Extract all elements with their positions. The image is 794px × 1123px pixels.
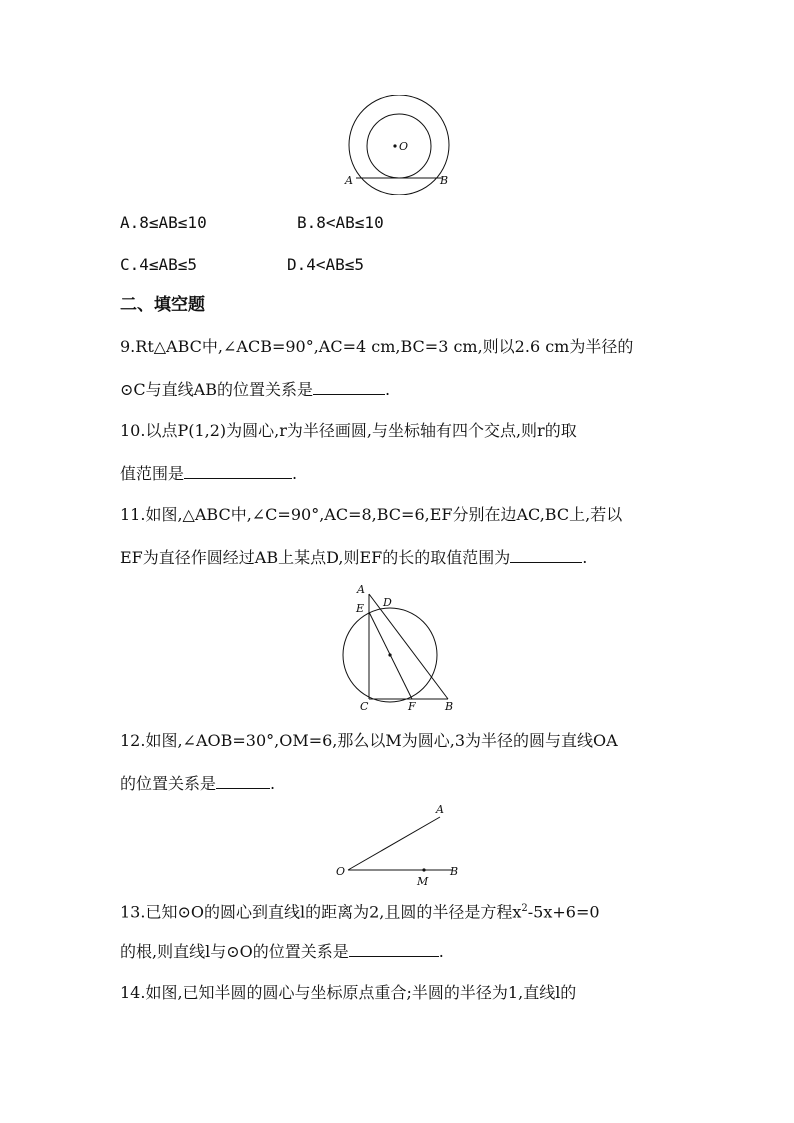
option-a: A.8≤AB≤10 xyxy=(120,213,207,232)
q10-text: 值范围是 xyxy=(120,464,185,483)
label-o3: O xyxy=(336,865,346,878)
q13-text-a: 13.已知⊙O的圆心到直线l的距离为2,且圆的半径是方程x xyxy=(120,902,522,922)
label-m: M xyxy=(417,875,429,888)
q10-line1: 10.以点P(1,2)为圆心,r为半径画圆,与坐标轴有四个交点,则r的取 xyxy=(120,421,577,440)
q13-text-b: -5x+6=0 xyxy=(527,902,600,922)
point-m xyxy=(422,868,425,871)
label-e: E xyxy=(356,602,365,615)
label-a3: A xyxy=(436,803,444,816)
ray-oa xyxy=(348,817,440,870)
label-a: A xyxy=(345,174,353,187)
q9-period: . xyxy=(384,380,391,399)
circle-center-point xyxy=(388,653,391,656)
q12-text: 的位置关系是 xyxy=(120,774,217,793)
q10-period: . xyxy=(292,464,298,483)
label-a2: A xyxy=(357,583,365,596)
q10-line2 xyxy=(120,462,297,485)
q13-blank[interactable] xyxy=(349,940,439,957)
center-point xyxy=(393,144,396,147)
q10-blank[interactable] xyxy=(184,462,292,479)
q9-text: ⊙C与直线AB的位置关系是 xyxy=(120,380,313,399)
label-f: F xyxy=(408,700,416,712)
label-c: C xyxy=(360,700,369,712)
label-b3: B xyxy=(450,865,459,878)
option-d: D.4<AB≤5 xyxy=(287,255,365,274)
q9-line1: 9.Rt△ABC中,∠ACB=90°,AC=4 cm,BC=3 cm,则以2.6 cm为半径的 xyxy=(120,337,634,356)
q13-line2 xyxy=(120,940,444,963)
label-d: D xyxy=(383,596,392,609)
option-b: B.8<AB≤10 xyxy=(297,213,384,232)
q13-line1 xyxy=(120,898,600,923)
q11-text: EF为直径作圆经过AB上某点D,则EF的长的取值范围为 xyxy=(120,548,511,567)
q11-line2 xyxy=(120,546,587,569)
q9-blank[interactable] xyxy=(313,378,385,395)
angle-figure xyxy=(332,800,467,890)
label-b2: B xyxy=(445,700,454,712)
q14-line1: 14.如图,已知半圆的圆心与坐标原点重合;半圆的半径为1,直线l的 xyxy=(120,983,577,1002)
q9-line2 xyxy=(120,378,390,401)
q13-superscript: 2 xyxy=(521,903,528,914)
label-b: B xyxy=(440,174,449,187)
q11-blank[interactable] xyxy=(510,546,582,563)
q13-period: . xyxy=(438,942,444,961)
option-c: C.4≤AB≤5 xyxy=(120,255,198,274)
concentric-circles-figure xyxy=(340,95,460,195)
triangle-circle-figure xyxy=(335,582,460,712)
q12-period: . xyxy=(270,774,276,793)
label-o: O xyxy=(399,140,409,153)
q12-line1: 12.如图,∠AOB=30°,OM=6,那么以M为圆心,3为半径的圆与直线OA xyxy=(120,731,618,750)
section-title: 二、填空题 xyxy=(120,295,205,315)
q13-text: 的根,则直线l与⊙O的位置关系是 xyxy=(120,942,349,961)
q12-line2 xyxy=(120,772,275,795)
q11-line1: 11.如图,△ABC中,∠C=90°,AC=8,BC=6,EF分别在边AC,BC上,若以 xyxy=(120,505,623,524)
q11-period: . xyxy=(582,548,588,567)
q12-blank[interactable] xyxy=(216,772,270,789)
